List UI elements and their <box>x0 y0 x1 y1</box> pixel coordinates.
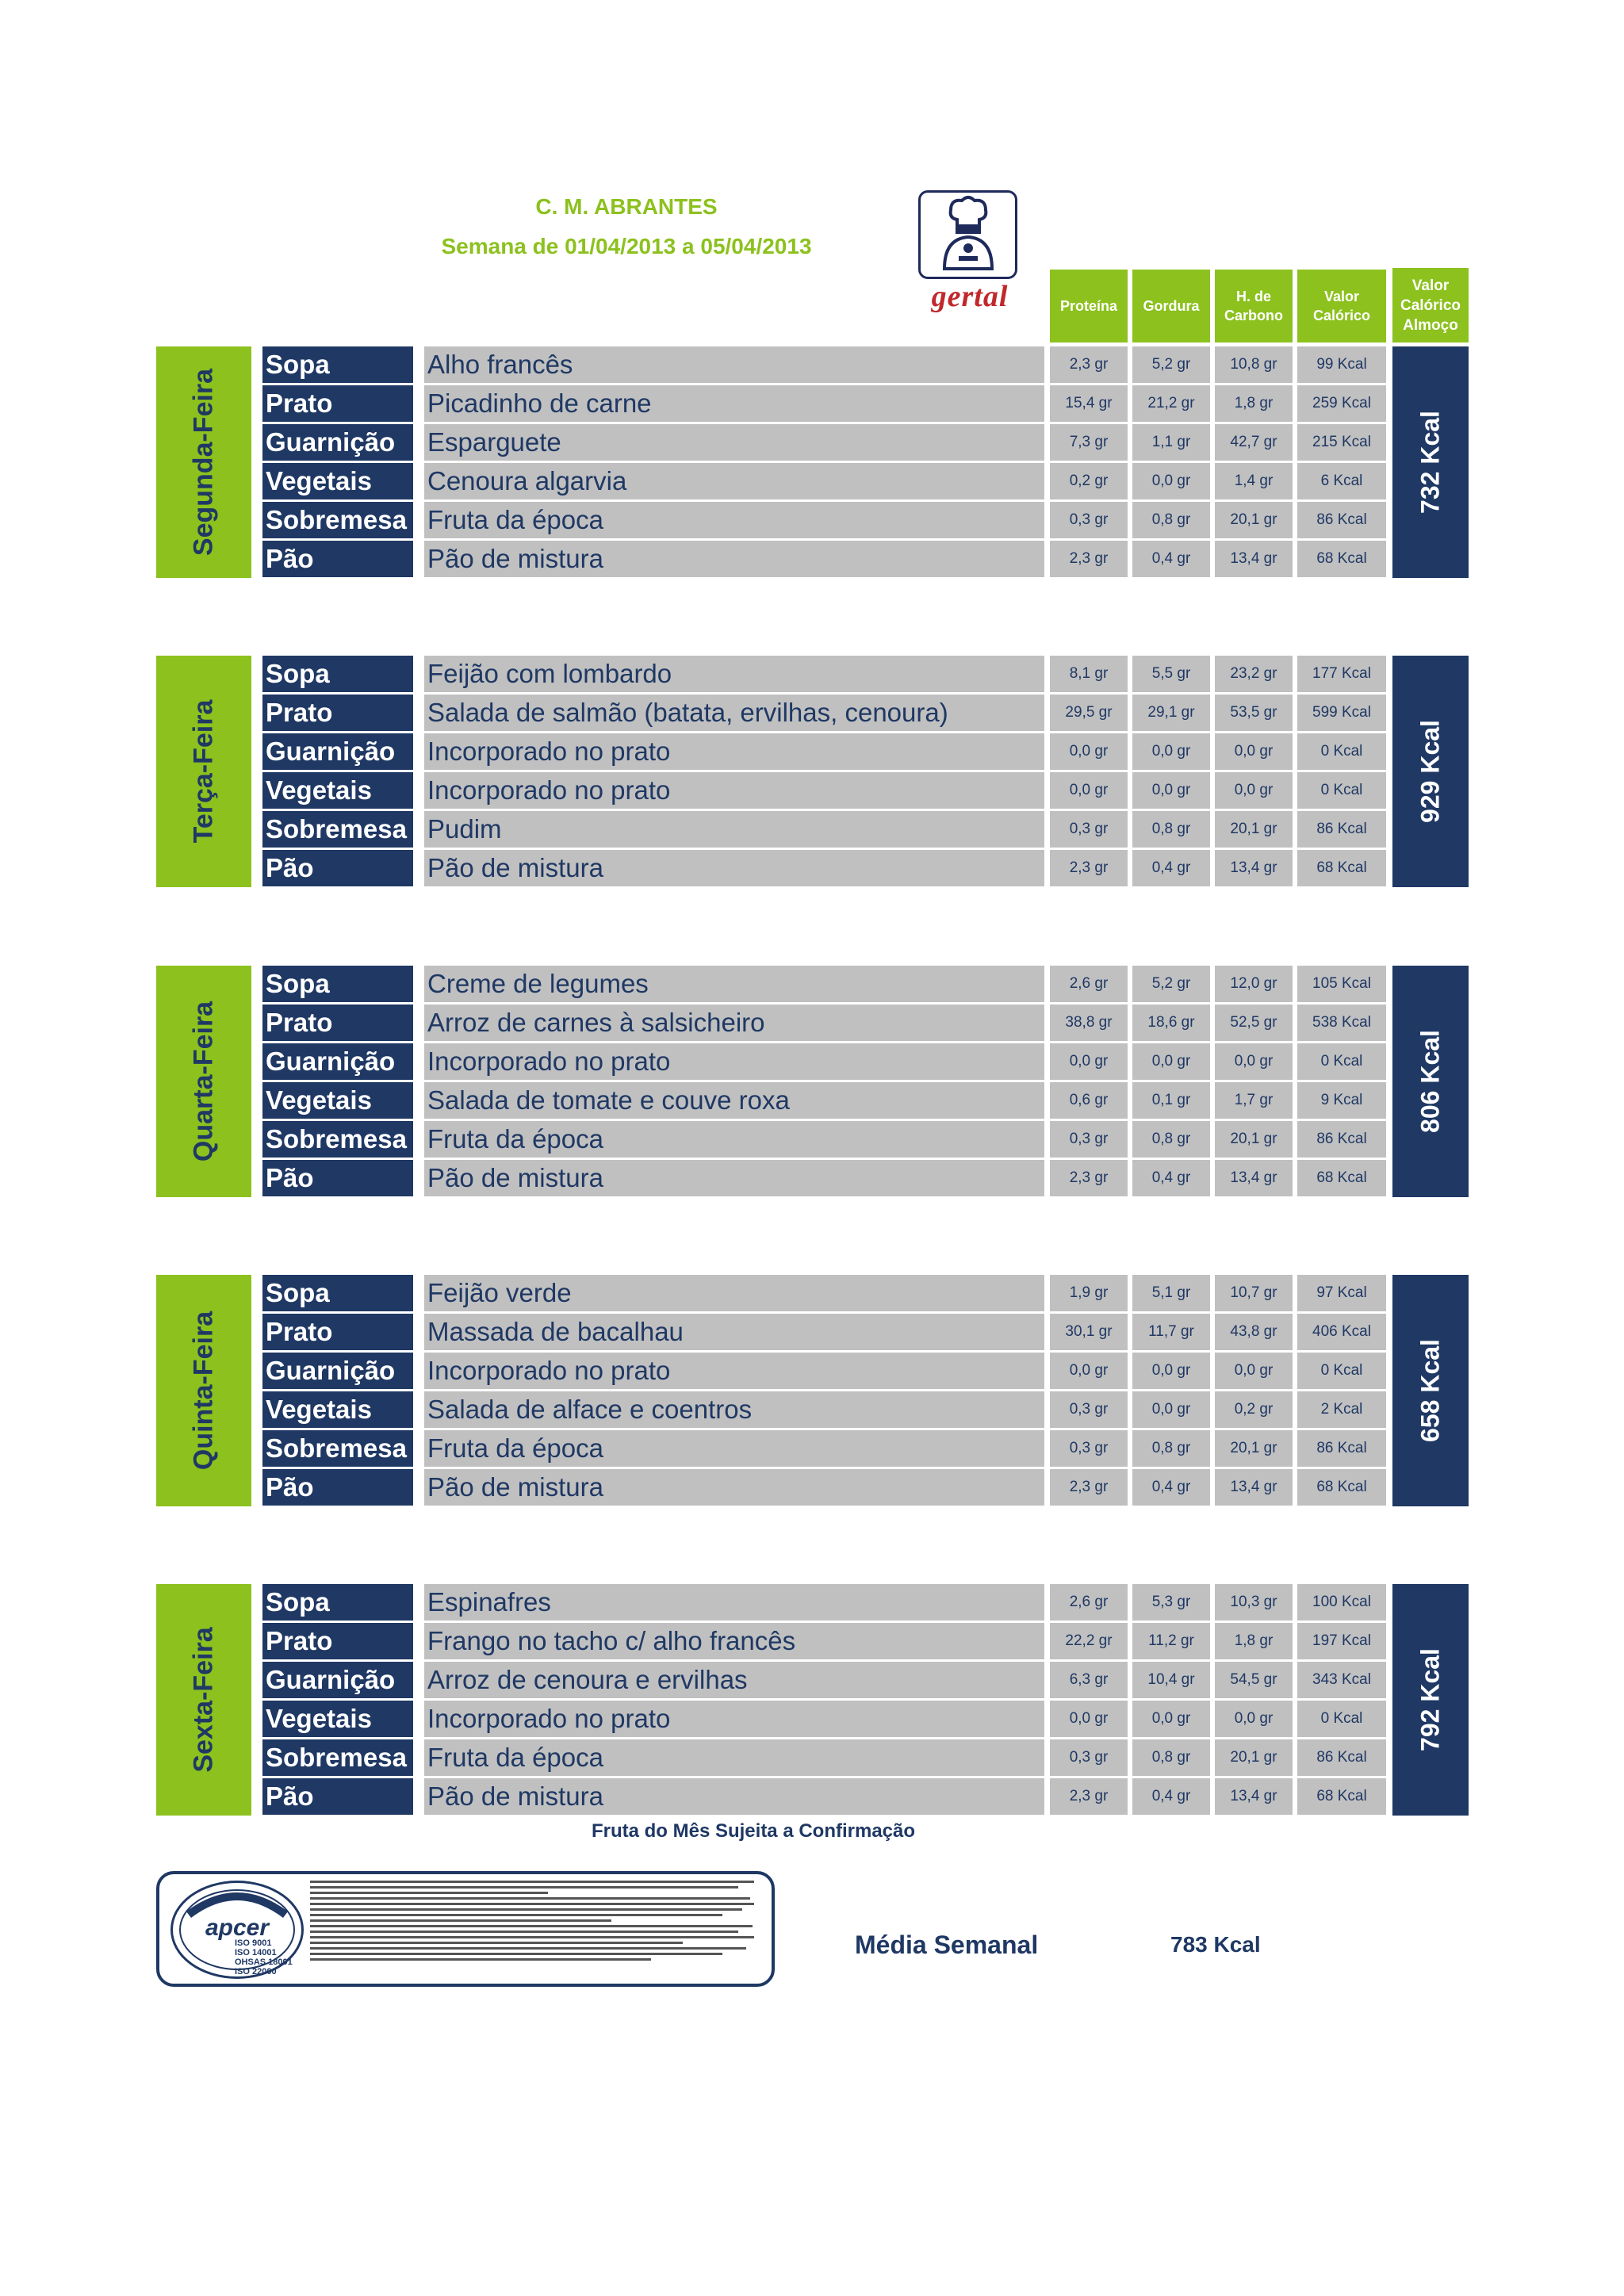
daily-total-value: 658 Kcal <box>1415 1339 1445 1442</box>
day-name: Terça-Feira <box>188 699 219 844</box>
course-name: Pão <box>262 850 413 886</box>
nutrition-carbs: 0,0 gr <box>1215 733 1293 770</box>
nutrition-carbs: 0,0 gr <box>1215 772 1293 809</box>
dish-name: Pão de mistura <box>424 1469 1044 1506</box>
nutrition-carbs: 13,4 gr <box>1215 1160 1293 1196</box>
nutrition-carbs: 13,4 gr <box>1215 1778 1293 1815</box>
nutrition-fat: 0,4 gr <box>1132 850 1210 886</box>
dish-name: Espinafres <box>424 1584 1044 1621</box>
nutrition-fat: 0,4 gr <box>1132 1469 1210 1506</box>
nutrition-protein: 30,1 gr <box>1050 1314 1128 1350</box>
nutrition-protein: 0,6 gr <box>1050 1082 1128 1119</box>
nutrition-carbs: 20,1 gr <box>1215 1121 1293 1158</box>
nutrition-fat: 5,1 gr <box>1132 1275 1210 1311</box>
header-lunch-total: Valor Calórico Almoço <box>1392 268 1469 342</box>
course-name: Prato <box>262 1004 413 1041</box>
dish-name: Pão de mistura <box>424 1160 1044 1196</box>
course-name: Vegetais <box>262 1701 413 1737</box>
nutrition-protein: 38,8 gr <box>1050 1004 1128 1041</box>
menu-row <box>0 1430 1624 1467</box>
nutrition-kcal: 99 Kcal <box>1297 346 1386 383</box>
dish-name: Massada de bacalhau <box>424 1314 1044 1350</box>
nutrition-kcal: 6 Kcal <box>1297 463 1386 499</box>
nutrition-protein: 0,3 gr <box>1050 1739 1128 1776</box>
dish-name: Pão de mistura <box>424 1778 1044 1815</box>
apcer-badge: apcer <box>205 1915 270 1941</box>
menu-row <box>0 1701 1624 1737</box>
dish-name: Alho francês <box>424 346 1044 383</box>
menu-row <box>0 1739 1624 1776</box>
dish-name: Cenoura algarvia <box>424 463 1044 499</box>
menu-row <box>0 1314 1624 1350</box>
nutrition-protein: 2,3 gr <box>1050 1469 1128 1506</box>
nutrition-kcal: 2 Kcal <box>1297 1391 1386 1428</box>
nutrition-kcal: 68 Kcal <box>1297 541 1386 577</box>
nutrition-kcal: 0 Kcal <box>1297 772 1386 809</box>
nutrition-kcal: 86 Kcal <box>1297 1121 1386 1158</box>
day-block <box>0 656 1624 887</box>
nutrition-carbs: 13,4 gr <box>1215 541 1293 577</box>
course-name: Sopa <box>262 656 413 692</box>
nutrition-kcal: 9 Kcal <box>1297 1082 1386 1119</box>
course-name: Pão <box>262 1778 413 1815</box>
course-name: Sopa <box>262 1275 413 1311</box>
header-protein: Proteína <box>1050 270 1128 342</box>
nutrition-carbs: 1,8 gr <box>1215 385 1293 422</box>
nutrition-fat: 5,2 gr <box>1132 966 1210 1002</box>
header-carbs: H. de Carbono <box>1215 270 1293 342</box>
dish-name: Incorporado no prato <box>424 772 1044 809</box>
dish-name: Fruta da época <box>424 1739 1044 1776</box>
dish-name: Picadinho de carne <box>424 385 1044 422</box>
course-name: Pão <box>262 1160 413 1196</box>
nutrition-kcal: 86 Kcal <box>1297 1430 1386 1467</box>
menu-row <box>0 966 1624 1002</box>
dish-name: Incorporado no prato <box>424 733 1044 770</box>
nutrition-kcal: 259 Kcal <box>1297 385 1386 422</box>
menu-row <box>0 1160 1624 1196</box>
course-name: Prato <box>262 385 413 422</box>
nutrition-carbs: 23,2 gr <box>1215 656 1293 692</box>
nutrition-carbs: 1,8 gr <box>1215 1623 1293 1659</box>
nutrition-protein: 0,0 gr <box>1050 733 1128 770</box>
dish-name: Arroz de carnes à salsicheiro <box>424 1004 1044 1041</box>
daily-total <box>1392 656 1469 887</box>
fruit-footnote: Fruta do Mês Sujeita a Confirmação <box>591 1820 916 1842</box>
course-name: Guarnição <box>262 1043 413 1080</box>
day-name: Quinta-Feira <box>188 1311 219 1471</box>
dish-name: Pudim <box>424 811 1044 848</box>
nutrition-fat: 5,5 gr <box>1132 656 1210 692</box>
nutrition-protein: 0,3 gr <box>1050 811 1128 848</box>
menu-row <box>0 1082 1624 1119</box>
nutrition-fat: 0,0 gr <box>1132 1353 1210 1389</box>
nutrition-kcal: 68 Kcal <box>1297 1160 1386 1196</box>
nutrition-fat: 0,0 gr <box>1132 1043 1210 1080</box>
day-name: Sexta-Feira <box>188 1627 219 1773</box>
nutrition-carbs: 1,4 gr <box>1215 463 1293 499</box>
nutrition-fat: 0,8 gr <box>1132 811 1210 848</box>
dish-name: Salada de salmão (batata, ervilhas, cenoura) <box>424 695 1044 731</box>
course-name: Pão <box>262 1469 413 1506</box>
gertal-logo <box>910 190 1029 313</box>
menu-row <box>0 346 1624 383</box>
nutrition-protein: 0,2 gr <box>1050 463 1128 499</box>
nutrition-protein: 29,5 gr <box>1050 695 1128 731</box>
daily-total-value: 792 Kcal <box>1415 1648 1445 1751</box>
nutrition-kcal: 406 Kcal <box>1297 1314 1386 1350</box>
course-name: Sobremesa <box>262 811 413 848</box>
dish-name: Creme de legumes <box>424 966 1044 1002</box>
nutrition-fat: 0,8 gr <box>1132 1430 1210 1467</box>
course-name: Sobremesa <box>262 502 413 538</box>
dish-name: Feijão com lombardo <box>424 656 1044 692</box>
nutrition-carbs: 43,8 gr <box>1215 1314 1293 1350</box>
nutrition-fat: 0,4 gr <box>1132 1160 1210 1196</box>
nutrition-kcal: 0 Kcal <box>1297 1043 1386 1080</box>
course-name: Guarnição <box>262 733 413 770</box>
nutrition-protein: 6,3 gr <box>1050 1662 1128 1698</box>
header-calories: Valor Calórico <box>1297 270 1386 342</box>
nutrition-fat: 0,8 gr <box>1132 1121 1210 1158</box>
iso-standards: ISO 9001 ISO 14001 OHSAS 18001 ISO 22000 <box>235 1938 293 1976</box>
nutrition-fat: 1,1 gr <box>1132 424 1210 461</box>
daily-total <box>1392 966 1469 1197</box>
nutrition-protein: 2,6 gr <box>1050 966 1128 1002</box>
dish-name: Feijão verde <box>424 1275 1044 1311</box>
daily-total-value: 806 Kcal <box>1415 1030 1445 1133</box>
course-name: Pão <box>262 541 413 577</box>
nutrition-protein: 0,0 gr <box>1050 1353 1128 1389</box>
nutrition-carbs: 10,7 gr <box>1215 1275 1293 1311</box>
nutrition-protein: 0,0 gr <box>1050 1701 1128 1737</box>
course-name: Sobremesa <box>262 1430 413 1467</box>
nutrition-kcal: 86 Kcal <box>1297 811 1386 848</box>
nutrition-carbs: 0,2 gr <box>1215 1391 1293 1428</box>
dish-name: Salada de tomate e couve roxa <box>424 1082 1044 1119</box>
nutrition-kcal: 86 Kcal <box>1297 1739 1386 1776</box>
menu-row <box>0 1623 1624 1659</box>
nutrition-carbs: 10,3 gr <box>1215 1584 1293 1621</box>
nutrition-fat: 21,2 gr <box>1132 385 1210 422</box>
nutrition-protein: 2,3 gr <box>1050 1160 1128 1196</box>
dish-name: Fruta da época <box>424 1430 1044 1467</box>
weekly-average-label: Média Semanal <box>855 1931 1039 1959</box>
nutrition-carbs: 12,0 gr <box>1215 966 1293 1002</box>
nutrition-kcal: 538 Kcal <box>1297 1004 1386 1041</box>
weekly-average-value: 783 Kcal <box>1170 1932 1261 1957</box>
nutrition-carbs: 0,0 gr <box>1215 1043 1293 1080</box>
nutrition-carbs: 20,1 gr <box>1215 502 1293 538</box>
menu-row <box>0 541 1624 577</box>
nutrition-carbs: 54,5 gr <box>1215 1662 1293 1698</box>
certification-fine-print <box>310 1877 762 1980</box>
dish-name: Incorporado no prato <box>424 1701 1044 1737</box>
nutrition-carbs: 20,1 gr <box>1215 811 1293 848</box>
nutrition-kcal: 599 Kcal <box>1297 695 1386 731</box>
menu-row <box>0 1043 1624 1080</box>
course-name: Vegetais <box>262 463 413 499</box>
course-name: Sobremesa <box>262 1121 413 1158</box>
nutrition-kcal: 68 Kcal <box>1297 1469 1386 1506</box>
menu-row <box>0 424 1624 461</box>
course-name: Sopa <box>262 1584 413 1621</box>
nutrition-protein: 22,2 gr <box>1050 1623 1128 1659</box>
nutrition-protein: 2,3 gr <box>1050 541 1128 577</box>
dish-name: Fruta da época <box>424 502 1044 538</box>
daily-total <box>1392 1275 1469 1506</box>
chef-hat-icon <box>918 190 1017 279</box>
nutrition-carbs: 20,1 gr <box>1215 1430 1293 1467</box>
day-block <box>0 1584 1624 1816</box>
nutrition-kcal: 197 Kcal <box>1297 1623 1386 1659</box>
course-name: Guarnição <box>262 424 413 461</box>
nutrition-protein: 7,3 gr <box>1050 424 1128 461</box>
dish-name: Pão de mistura <box>424 541 1044 577</box>
nutrition-protein: 0,0 gr <box>1050 772 1128 809</box>
course-name: Sobremesa <box>262 1739 413 1776</box>
day-name: Quarta-Feira <box>188 1001 219 1162</box>
dish-name: Incorporado no prato <box>424 1353 1044 1389</box>
nutrition-fat: 0,0 gr <box>1132 772 1210 809</box>
course-name: Vegetais <box>262 1082 413 1119</box>
nutrition-protein: 0,3 gr <box>1050 502 1128 538</box>
nutrition-carbs: 1,7 gr <box>1215 1082 1293 1119</box>
daily-total-value: 732 Kcal <box>1415 411 1445 514</box>
menu-row <box>0 1275 1624 1311</box>
course-name: Prato <box>262 1314 413 1350</box>
nutrition-carbs: 52,5 gr <box>1215 1004 1293 1041</box>
daily-total <box>1392 346 1469 578</box>
nutrition-kcal: 68 Kcal <box>1297 1778 1386 1815</box>
nutrition-protein: 2,3 gr <box>1050 850 1128 886</box>
dish-name: Arroz de cenoura e ervilhas <box>424 1662 1044 1698</box>
nutrition-fat: 0,0 gr <box>1132 463 1210 499</box>
nutrition-kcal: 177 Kcal <box>1297 656 1386 692</box>
menu-row <box>0 1121 1624 1158</box>
week-range: Semana de 01/04/2013 a 05/04/2013 <box>441 234 812 258</box>
menu-row <box>0 1353 1624 1389</box>
nutrition-fat: 5,3 gr <box>1132 1584 1210 1621</box>
menu-row <box>0 1004 1624 1041</box>
header-fat: Gordura <box>1132 270 1210 342</box>
nutrition-carbs: 42,7 gr <box>1215 424 1293 461</box>
nutrition-carbs: 10,8 gr <box>1215 346 1293 383</box>
nutrition-fat: 0,0 gr <box>1132 733 1210 770</box>
nutrition-protein: 0,0 gr <box>1050 1043 1128 1080</box>
nutrition-protein: 0,3 gr <box>1050 1430 1128 1467</box>
nutrition-fat: 11,7 gr <box>1132 1314 1210 1350</box>
nutrition-fat: 0,4 gr <box>1132 541 1210 577</box>
apcer-seal <box>170 1881 304 1979</box>
course-name: Prato <box>262 1623 413 1659</box>
course-name: Guarnição <box>262 1662 413 1698</box>
school-name: C. M. ABRANTES <box>535 194 718 219</box>
menu-row <box>0 733 1624 770</box>
nutrition-carbs: 20,1 gr <box>1215 1739 1293 1776</box>
menu-row <box>0 811 1624 848</box>
daily-total <box>1392 1584 1469 1816</box>
nutrition-fat: 5,2 gr <box>1132 346 1210 383</box>
nutrition-protein: 2,3 gr <box>1050 1778 1128 1815</box>
daily-total-value: 929 Kcal <box>1415 720 1445 823</box>
nutrition-protein: 1,9 gr <box>1050 1275 1128 1311</box>
nutrition-kcal: 215 Kcal <box>1297 424 1386 461</box>
nutrition-carbs: 13,4 gr <box>1215 850 1293 886</box>
course-name: Vegetais <box>262 772 413 809</box>
nutrition-carbs: 53,5 gr <box>1215 695 1293 731</box>
nutrition-kcal: 97 Kcal <box>1297 1275 1386 1311</box>
menu-row <box>0 1469 1624 1506</box>
nutrition-carbs: 0,0 gr <box>1215 1701 1293 1737</box>
nutrition-kcal: 0 Kcal <box>1297 733 1386 770</box>
menu-row <box>0 1662 1624 1698</box>
nutrition-protein: 8,1 gr <box>1050 656 1128 692</box>
nutrition-kcal: 343 Kcal <box>1297 1662 1386 1698</box>
nutrition-protein: 2,6 gr <box>1050 1584 1128 1621</box>
day-block <box>0 1275 1624 1506</box>
nutrition-fat: 0,8 gr <box>1132 1739 1210 1776</box>
nutrition-fat: 0,1 gr <box>1132 1082 1210 1119</box>
course-name: Prato <box>262 695 413 731</box>
nutrition-carbs: 0,0 gr <box>1215 1353 1293 1389</box>
day-block <box>0 346 1624 578</box>
nutrition-fat: 29,1 gr <box>1132 695 1210 731</box>
menu-row <box>0 463 1624 499</box>
menu-row <box>0 1584 1624 1621</box>
nutrition-protein: 2,3 gr <box>1050 346 1128 383</box>
course-name: Guarnição <box>262 1353 413 1389</box>
dish-name: Salada de alface e coentros <box>424 1391 1044 1428</box>
nutrition-protein: 0,3 gr <box>1050 1121 1128 1158</box>
nutrition-kcal: 0 Kcal <box>1297 1353 1386 1389</box>
course-name: Sopa <box>262 346 413 383</box>
menu-row <box>0 656 1624 692</box>
nutrition-fat: 18,6 gr <box>1132 1004 1210 1041</box>
dish-name: Frango no tacho c/ alho francês <box>424 1623 1044 1659</box>
nutrition-kcal: 68 Kcal <box>1297 850 1386 886</box>
course-name: Sopa <box>262 966 413 1002</box>
nutrition-fat: 10,4 gr <box>1132 1662 1210 1698</box>
menu-row <box>0 695 1624 731</box>
dish-name: Esparguete <box>424 424 1044 461</box>
nutrition-kcal: 0 Kcal <box>1297 1701 1386 1737</box>
menu-row <box>0 385 1624 422</box>
menu-row <box>0 850 1624 886</box>
menu-row <box>0 1391 1624 1428</box>
nutrition-protein: 15,4 gr <box>1050 385 1128 422</box>
dish-name: Incorporado no prato <box>424 1043 1044 1080</box>
course-name: Vegetais <box>262 1391 413 1428</box>
day-name: Segunda-Feira <box>188 368 219 557</box>
nutrition-fat: 0,0 gr <box>1132 1391 1210 1428</box>
nutrition-carbs: 13,4 gr <box>1215 1469 1293 1506</box>
nutrition-fat: 0,4 gr <box>1132 1778 1210 1815</box>
nutrition-kcal: 105 Kcal <box>1297 966 1386 1002</box>
nutrition-fat: 0,8 gr <box>1132 502 1210 538</box>
nutrition-protein: 0,3 gr <box>1050 1391 1128 1428</box>
nutrition-kcal: 100 Kcal <box>1297 1584 1386 1621</box>
nutrition-kcal: 86 Kcal <box>1297 502 1386 538</box>
logo-wordmark: gertal <box>931 280 1009 313</box>
dish-name: Fruta da época <box>424 1121 1044 1158</box>
nutrition-fat: 11,2 gr <box>1132 1623 1210 1659</box>
nutrition-fat: 0,0 gr <box>1132 1701 1210 1737</box>
menu-row <box>0 502 1624 538</box>
certification-box <box>156 1871 775 1987</box>
menu-row <box>0 1778 1624 1815</box>
dish-name: Pão de mistura <box>424 850 1044 886</box>
menu-row <box>0 772 1624 809</box>
day-block <box>0 966 1624 1197</box>
